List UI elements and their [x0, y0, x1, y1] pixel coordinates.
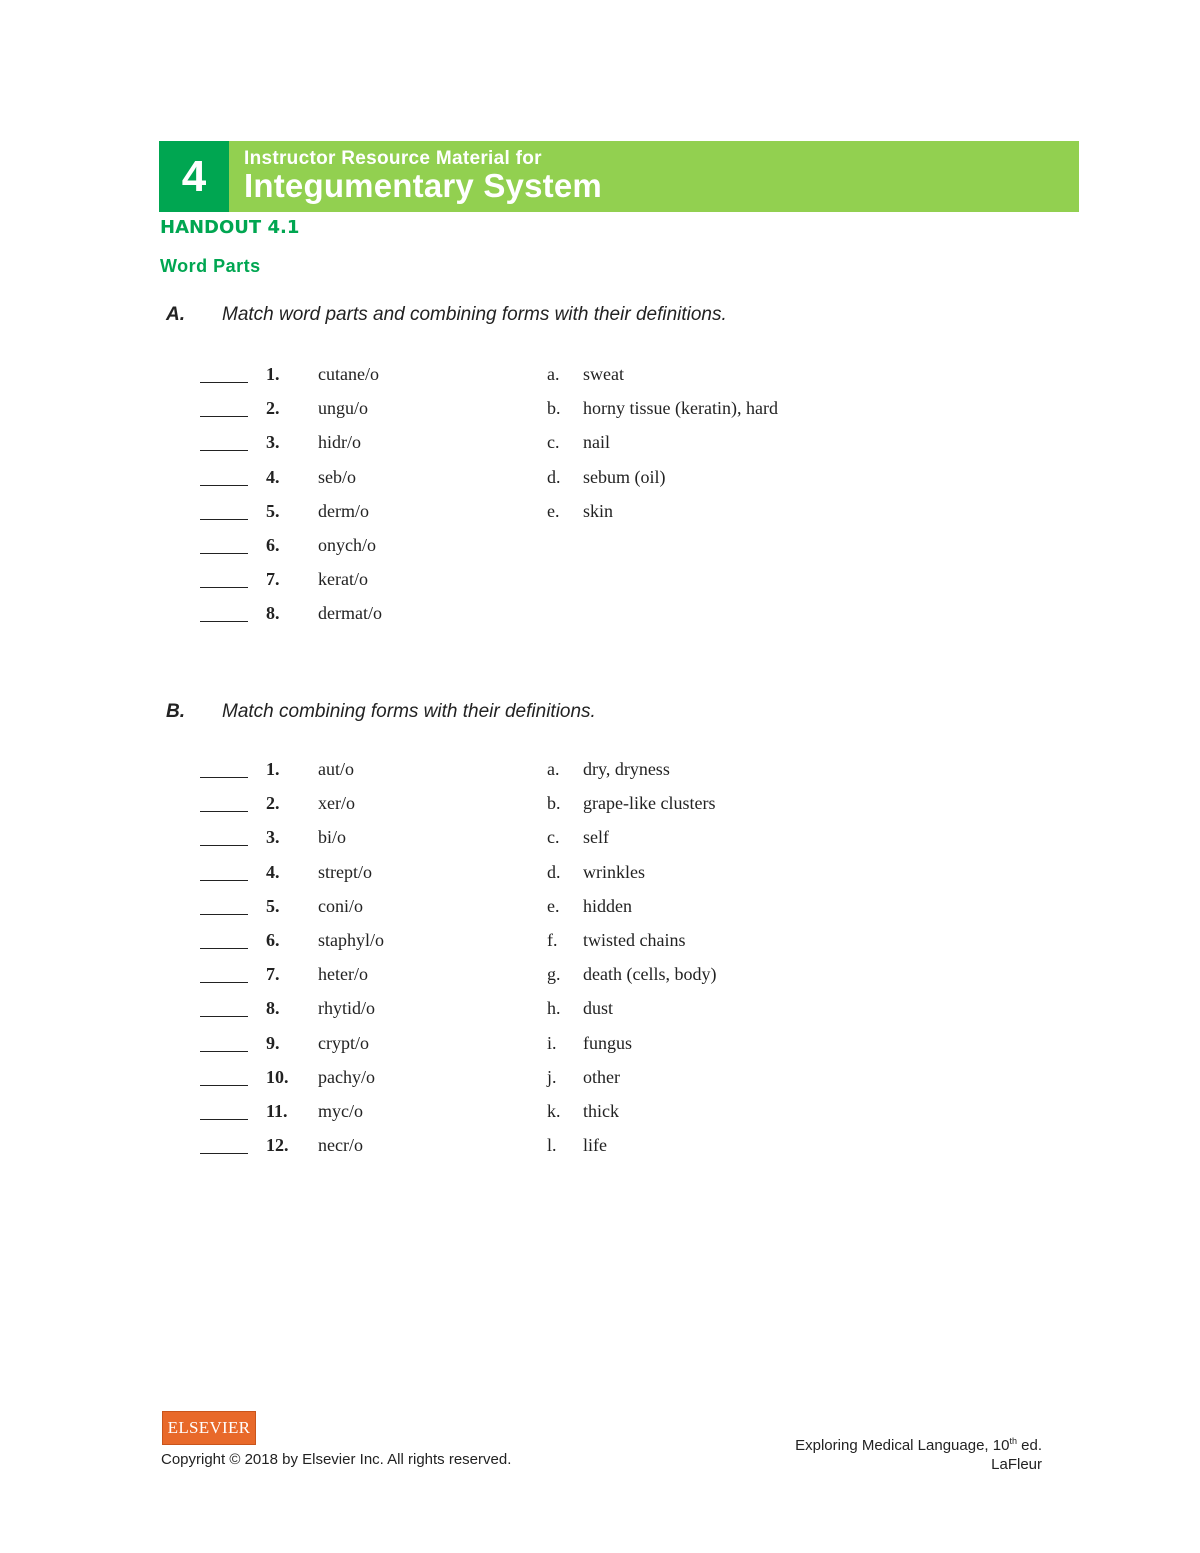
item-number: 12. [266, 1135, 289, 1156]
edition-superscript: th [1009, 1436, 1017, 1446]
definition-text: other [583, 1066, 620, 1087]
definition-text: sweat [583, 364, 624, 384]
definition-text: wrinkles [583, 861, 645, 882]
answer-blank[interactable] [200, 759, 248, 778]
answer-blank[interactable] [200, 398, 248, 417]
definition-text: hidden [583, 895, 632, 916]
definition-letter: a. [547, 364, 560, 384]
combining-form: rhytid/o [318, 998, 375, 1019]
answer-blank[interactable] [200, 1067, 248, 1086]
section-b-letter: B. [166, 701, 185, 722]
section-a-instruction-text: Match word parts and combining forms with their definitions. [222, 304, 727, 325]
match-row [0, 501, 1200, 525]
definition-text: dry, dryness [583, 759, 670, 779]
definition-letter: j. [547, 1066, 557, 1087]
combining-form: ungu/o [318, 398, 369, 419]
match-row [0, 759, 1200, 783]
match-row [0, 998, 1200, 1022]
answer-blank[interactable] [200, 364, 248, 383]
match-row [0, 364, 1200, 388]
definition-text: skin [583, 500, 614, 521]
definition-text: fungus [583, 1032, 632, 1053]
combining-form: coni/o [318, 895, 363, 916]
section-b-instruction-text: Match combining forms with their definitions. [222, 701, 596, 722]
answer-blank[interactable] [200, 793, 248, 812]
match-row [0, 569, 1200, 593]
match-row [0, 1033, 1200, 1057]
answer-blank[interactable] [200, 930, 248, 949]
definition-text: twisted chains [583, 930, 686, 950]
section-title: Word Parts [160, 256, 261, 276]
match-row [0, 432, 1200, 456]
banner-subtitle: Instructor Resource Material for [244, 148, 542, 169]
answer-blank[interactable] [200, 501, 248, 520]
section-a-instruction [166, 304, 727, 326]
item-number: 3. [266, 827, 280, 848]
item-number: 2. [266, 793, 280, 814]
item-number: 8. [266, 603, 280, 624]
combining-form: myc/o [318, 1101, 363, 1121]
definition-letter: e. [547, 500, 560, 521]
definition-letter: f. [547, 930, 558, 950]
match-row [0, 603, 1200, 627]
match-row [0, 1135, 1200, 1159]
definition-text: life [583, 1135, 607, 1156]
combining-form: kerat/o [318, 569, 368, 590]
answer-blank[interactable] [200, 1033, 248, 1052]
item-number: 1. [266, 364, 280, 384]
combining-form: bi/o [318, 827, 347, 848]
edition-suffix: ed. [1016, 1437, 1042, 1454]
definition-letter: c. [547, 432, 560, 453]
definition-letter: a. [547, 759, 560, 779]
definition-text: grape-like clusters [583, 793, 716, 814]
item-number: 1. [266, 759, 280, 779]
combining-form: xer/o [318, 793, 355, 814]
definition-text: nail [583, 432, 610, 453]
definition-text: horny tissue (keratin), hard [583, 398, 778, 419]
item-number: 8. [266, 998, 280, 1019]
answer-blank[interactable] [200, 896, 248, 915]
item-number: 3. [266, 432, 280, 453]
definition-letter: e. [547, 895, 560, 916]
definition-letter: c. [547, 827, 560, 848]
combining-form: staphyl/o [318, 930, 384, 950]
combining-form: heter/o [318, 964, 368, 985]
handout-label: HANDOUT 4.1 [160, 217, 300, 238]
item-number: 6. [266, 930, 280, 950]
definition-letter: i. [547, 1032, 557, 1053]
match-row [0, 398, 1200, 422]
combining-form: crypt/o [318, 1032, 369, 1053]
elsevier-logo: ELSEVIER [162, 1411, 256, 1445]
definition-text: thick [583, 1101, 619, 1121]
combining-form: dermat/o [318, 603, 382, 624]
definition-letter: h. [547, 998, 561, 1019]
answer-blank[interactable] [200, 1135, 248, 1154]
banner-title: Integumentary System [244, 167, 602, 204]
match-row [0, 793, 1200, 817]
definition-letter: d. [547, 466, 561, 487]
combining-form: necr/o [318, 1135, 363, 1156]
item-number: 7. [266, 569, 280, 590]
item-number: 6. [266, 535, 280, 555]
author-name: LaFleur [991, 1456, 1042, 1473]
book-title-text: Exploring Medical Language, 10 [795, 1437, 1010, 1454]
match-row [0, 535, 1200, 559]
match-row [0, 1101, 1200, 1125]
chapter-number: 4 [159, 141, 229, 212]
combining-form: hidr/o [318, 432, 361, 453]
section-a-letter: A. [166, 304, 185, 325]
answer-blank[interactable] [200, 432, 248, 451]
item-number: 4. [266, 466, 280, 487]
definition-text: death (cells, body) [583, 964, 717, 985]
copyright-notice: Copyright © 2018 by Elsevier Inc. All rights reserved. [161, 1451, 512, 1468]
definition-letter: g. [547, 964, 561, 985]
definition-text: sebum (oil) [583, 466, 666, 487]
match-row [0, 896, 1200, 920]
answer-blank[interactable] [200, 998, 248, 1017]
match-row [0, 827, 1200, 851]
section-b-instruction [166, 701, 596, 723]
item-number: 10. [266, 1066, 289, 1087]
chapter-banner [159, 141, 1079, 212]
answer-blank[interactable] [200, 569, 248, 588]
item-number: 2. [266, 398, 280, 419]
combining-form: pachy/o [318, 1066, 375, 1087]
definition-letter: b. [547, 793, 561, 814]
item-number: 5. [266, 895, 280, 916]
definition-letter: l. [547, 1135, 557, 1156]
definition-text: self [583, 827, 609, 848]
answer-blank[interactable] [200, 467, 248, 486]
definition-letter: k. [547, 1101, 561, 1121]
combining-form: seb/o [318, 466, 356, 487]
item-number: 5. [266, 500, 280, 521]
answer-blank[interactable] [200, 964, 248, 983]
definition-text: dust [583, 998, 614, 1019]
answer-blank[interactable] [200, 827, 248, 846]
match-row [0, 467, 1200, 491]
item-number: 7. [266, 964, 280, 985]
combining-form: strept/o [318, 861, 372, 882]
book-info [795, 1432, 1042, 1474]
match-row [0, 930, 1200, 954]
combining-form: cutane/o [318, 364, 379, 384]
item-number: 11. [266, 1101, 288, 1121]
answer-blank[interactable] [200, 1101, 248, 1120]
combining-form: derm/o [318, 500, 369, 521]
answer-blank[interactable] [200, 535, 248, 554]
answer-blank[interactable] [200, 862, 248, 881]
definition-letter: d. [547, 861, 561, 882]
match-row [0, 1067, 1200, 1091]
combining-form: onych/o [318, 535, 376, 555]
combining-form: aut/o [318, 759, 354, 779]
match-row [0, 964, 1200, 988]
definition-letter: b. [547, 398, 561, 419]
item-number: 9. [266, 1032, 280, 1053]
answer-blank[interactable] [200, 603, 248, 622]
book-title [795, 1432, 1042, 1455]
match-row [0, 862, 1200, 886]
item-number: 4. [266, 861, 280, 882]
